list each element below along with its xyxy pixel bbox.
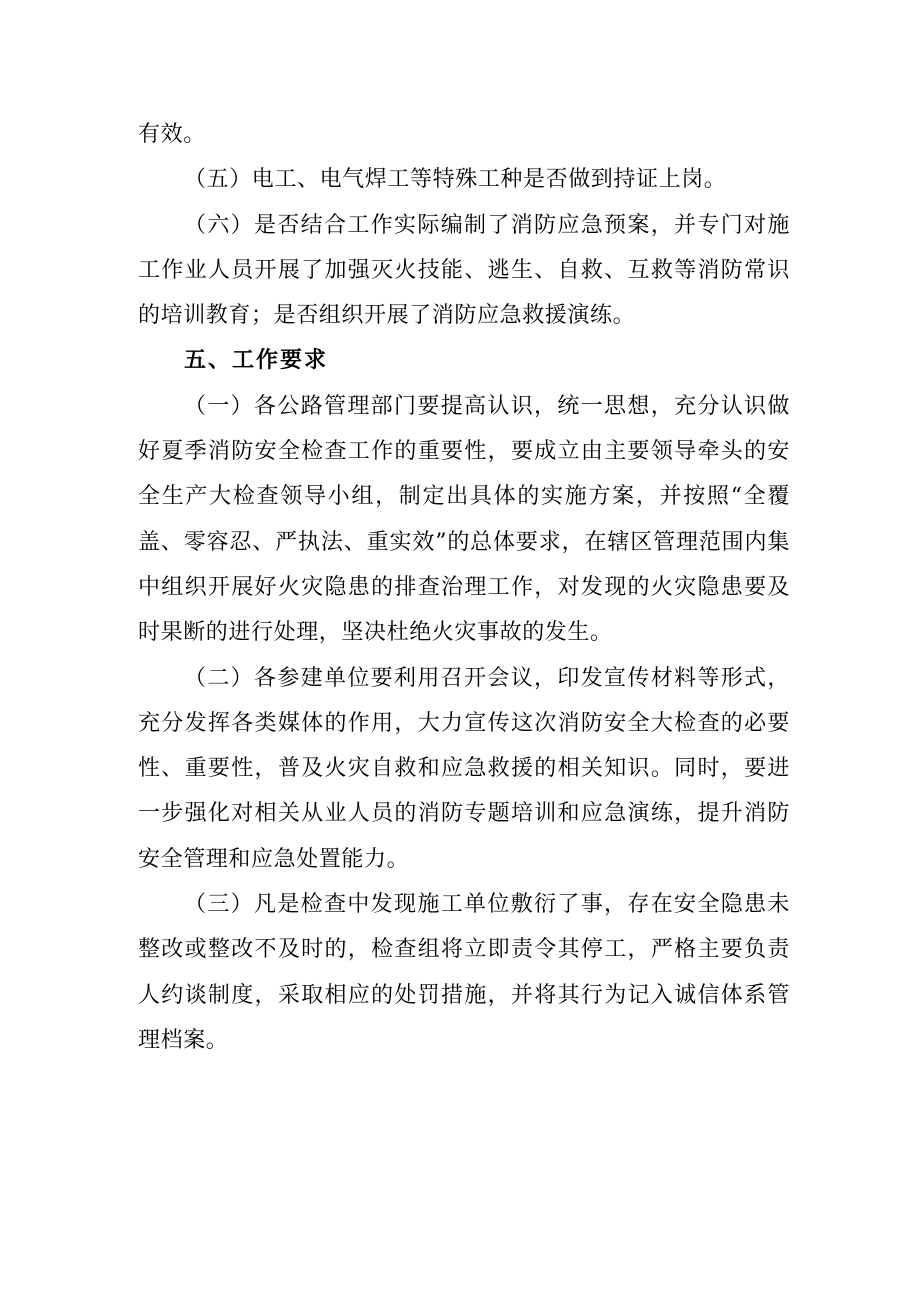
requirement-2: （二）各参建单位要利用召开会议，印发宣传材料等形式，充分发挥各类媒体的作用，大力宣传这次消防安全大检查的必要性、重要性，普及火灾自救和应急救援的相关知识。同时，要进一步强化对相关从业人员的消防专题培训和应急演练，提升消防安全管理和应急处置能力。 xyxy=(138,665,790,872)
section-heading-work-requirements: 五、工作要求 xyxy=(184,348,329,374)
inspection-item-6: （六）是否结合工作实际编制了消防应急预案，并专门对施工作业人员开展了加强灭火技能、逃生、自救、互救等消防常识的培训教育；是否组织开展了消防应急救援演练。 xyxy=(138,212,790,329)
inspection-item-5: （五）电工、电气焊工等特殊工种是否做到持证上岗。 xyxy=(184,167,727,193)
requirement-3: （三）凡是检查中发现施工单位敷衍了事，存在安全隐患未整改或整改不及时的，检查组将立即责令其停工，严格主要负责人约谈制度，采取相应的处罚措施，并将其行为记入诚信体系管理档案。 xyxy=(138,892,790,1053)
document-page xyxy=(138,112,790,1063)
requirement-1: （一）各公路管理部门要提高认识，统一思想，充分认识做好夏季消防安全检查工作的重要性，要成立由主要领导牵头的安全生产大检查领导小组，制定出具体的实施方案，并按照“全覆盖、零容忍、严执法、重实效”的总体要求，在辖区管理范围内集中组织开展好火灾隐患的排查治理工作，对发现的火灾隐患要及时果断的进行处理，坚决杜绝火灾事故的发生。 xyxy=(138,393,790,646)
continued-paragraph: 有效。 xyxy=(138,122,206,147)
